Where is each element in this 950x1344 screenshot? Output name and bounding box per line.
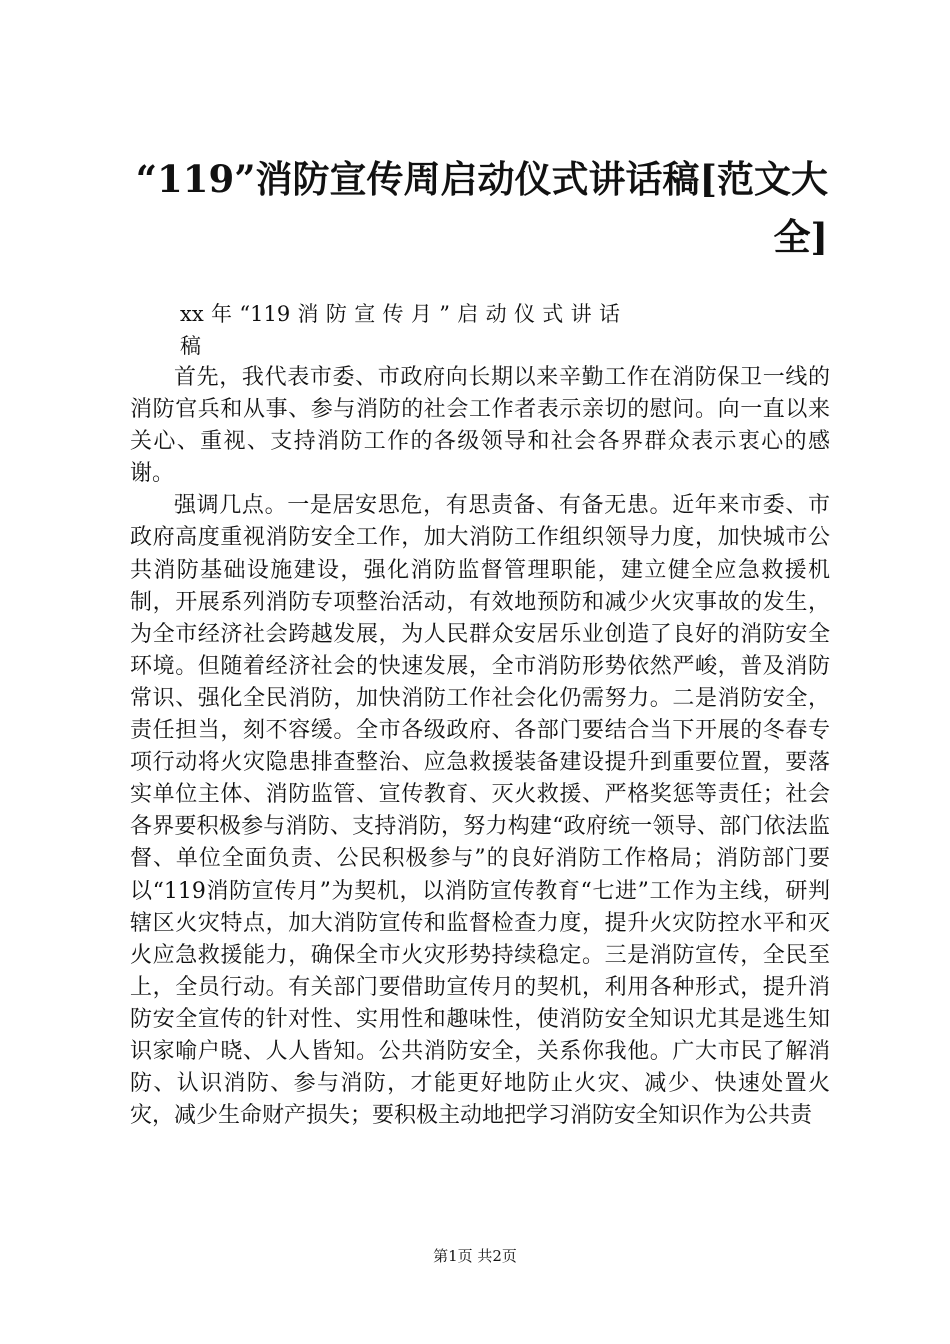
paragraph: 强调几点。一是居安思危，有思责备、有备无患。近年来市委、市政府高度重视消防安全工作，加大消防工作组织领导力度，加快城市公共消防基础设施建设，强化消防监督管理职能，建立健全应急救援机制，开展系列消防专项整治活动，有效地预防和减少火灾事故的发生，为全市经济社会跨越发展，为人民群众安居乐业创造了良好的消防安全环境。但随着经济社会的快速发展，全市消防形势依然严峻，普及消防常识、强化全民消防，加快消防工作社会化仍需努力。二是消防安全，责任担当，刻不容缓。全市各级政府、各部门要结合当下开展的冬春专项行动将火灾隐患排查整治、应急救援装备建设提升到重要位置，要落实单位主体、消防监管、宣传教育、灭火救援、严格奖惩等责任；社会各界要积极参与消防、支持消防，努力构建“政府统一领导、部门依法监督、单位全面负责、公民积极参与”的良好消防工作格局；消防部门要以“119消防宣传月”为契机，以消防宣传教育“七进”工作为主线，研判辖区火灾特点，加大消防宣传和监督检查力度，提升火灾防控水平和灭火应急救援能力，确保全市火灾形势持续稳定。三是消防宣传，全民至上，全员行动。有关部门要借助宣传月的契机，利用各种形式，提升消防安全宣传的针对性、实用性和趣味性，使消防安全知识尤其是逃生知识家喻户晓、人人皆知。公共消防安全，关系你我他。广大市民了解消防、认识消防、参与消防，才能更好地防止火灾、减少、快速处置火灾，减少生命财产损失；要积极主动地把学习消防安全知识作为公共责 [130, 493, 830, 1129]
document-subtitle-continuation: 稿 [180, 334, 201, 358]
page-indicator: 第1页 共2页 [433, 1247, 517, 1265]
paragraph: 首先，我代表市委、市政府向长期以来辛勤工作在消防保卫一线的消防官兵和从事、参与消防的社会工作者表示亲切的慰问。向一直以来关心、重视、支持消防工作的各级领导和社会各界群众表示衷心的感谢。 [130, 365, 830, 487]
document-title: “119”消防宣传周启动仪式讲话稿[范文大全] [135, 157, 828, 259]
document-subtitle: xx年“119消防宣传月”启动仪式讲话 [180, 302, 620, 326]
document-body [130, 362, 830, 1132]
